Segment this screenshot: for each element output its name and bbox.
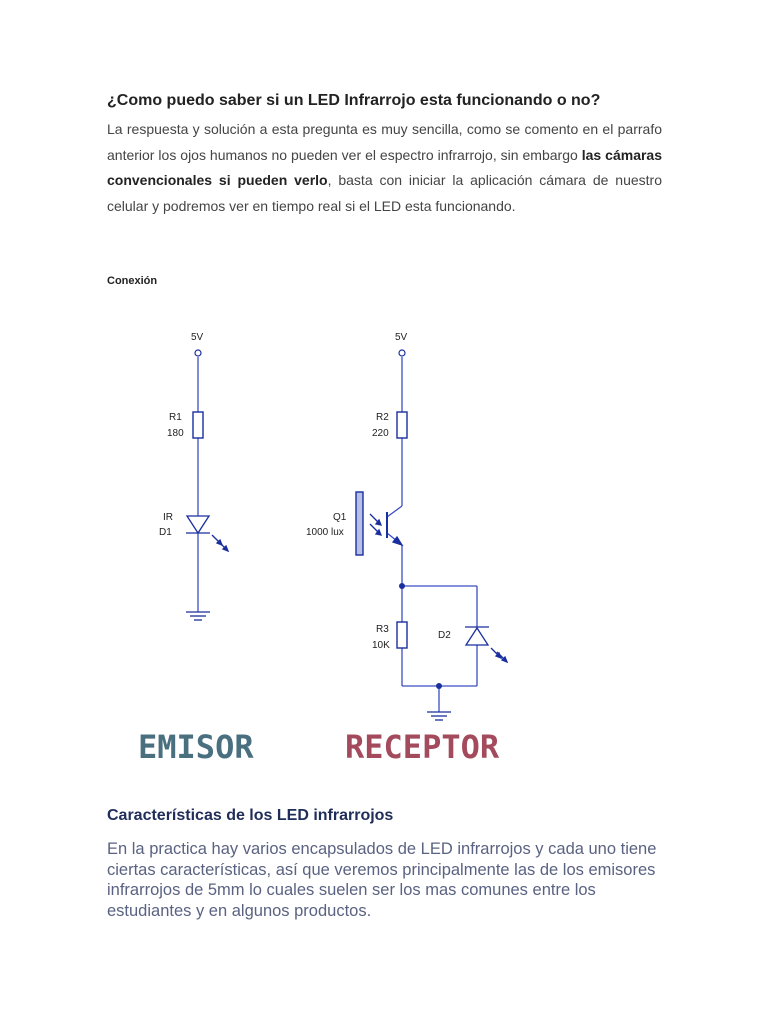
section-paragraph: En la practica hay varios encapsulados de LED infrarrojos y cada uno tiene ciertas características, así que veremos principalmente las de los emisores infrarrojos de 5mm lo cuales suelen ser los mas comunes entre los estudiantes y en algunos productos. xyxy=(107,840,657,920)
receiver-resistor-r3 xyxy=(397,622,407,648)
receiver-led-d2 xyxy=(465,627,507,662)
emitter-resistor-r1 xyxy=(193,412,203,438)
paragraph-text-start: La respuesta y solución a esta pregunta es muy sencilla, como se comento en el parrafo anterior los ojos humanos no pueden ver el espectro infrarrojo, sin embargo xyxy=(107,121,662,163)
emitter-r1-name: R1 xyxy=(169,412,182,423)
section-heading: Características de los LED infrarrojos xyxy=(107,807,394,824)
paragraph-bold-text: las cámaras convencionales si pueden verlo xyxy=(107,146,662,188)
emitter-led-id: D1 xyxy=(159,527,172,538)
emitter-r1-value: 180 xyxy=(167,428,184,439)
connection-label: Conexión xyxy=(107,275,158,287)
emitter-led-name: IR xyxy=(163,512,173,523)
receiver-led-id: D2 xyxy=(438,630,451,641)
phototransistor-q1 xyxy=(356,492,402,555)
receiver-r3-value: 10K xyxy=(372,640,390,651)
receiver-r2-name: R2 xyxy=(376,412,389,423)
receiver-r3-name: R3 xyxy=(376,624,389,635)
emisor-caption: EMISOR xyxy=(138,728,254,766)
emitter-supply-terminal xyxy=(195,350,201,356)
emitter-ground-icon xyxy=(186,612,210,620)
receiver-r2-value: 220 xyxy=(372,428,389,439)
receiver-resistor-r2 xyxy=(397,412,407,438)
emitter-supply-label: 5V xyxy=(191,332,204,343)
article-heading: ¿Como puedo saber si un LED Infrarrojo esta funcionando o no? xyxy=(107,92,601,109)
receiver-q1-name: Q1 xyxy=(333,512,347,523)
emitter-led-d1 xyxy=(186,516,228,551)
junction-bottom xyxy=(436,683,442,689)
paragraph-text-end: , basta con iniciar la aplicación cámara de nuestro celular y podremos ver en tiempo real si el LED esta funcionando. xyxy=(107,172,662,214)
receiver-wires xyxy=(387,357,477,712)
receiver-supply-terminal xyxy=(399,350,405,356)
receptor-caption: RECEPTOR xyxy=(345,728,500,766)
receiver-supply-label: 5V xyxy=(395,332,408,343)
junction-top xyxy=(399,583,405,589)
receiver-q1-value: 1000 lux xyxy=(306,527,344,538)
receiver-ground-icon xyxy=(427,712,451,720)
